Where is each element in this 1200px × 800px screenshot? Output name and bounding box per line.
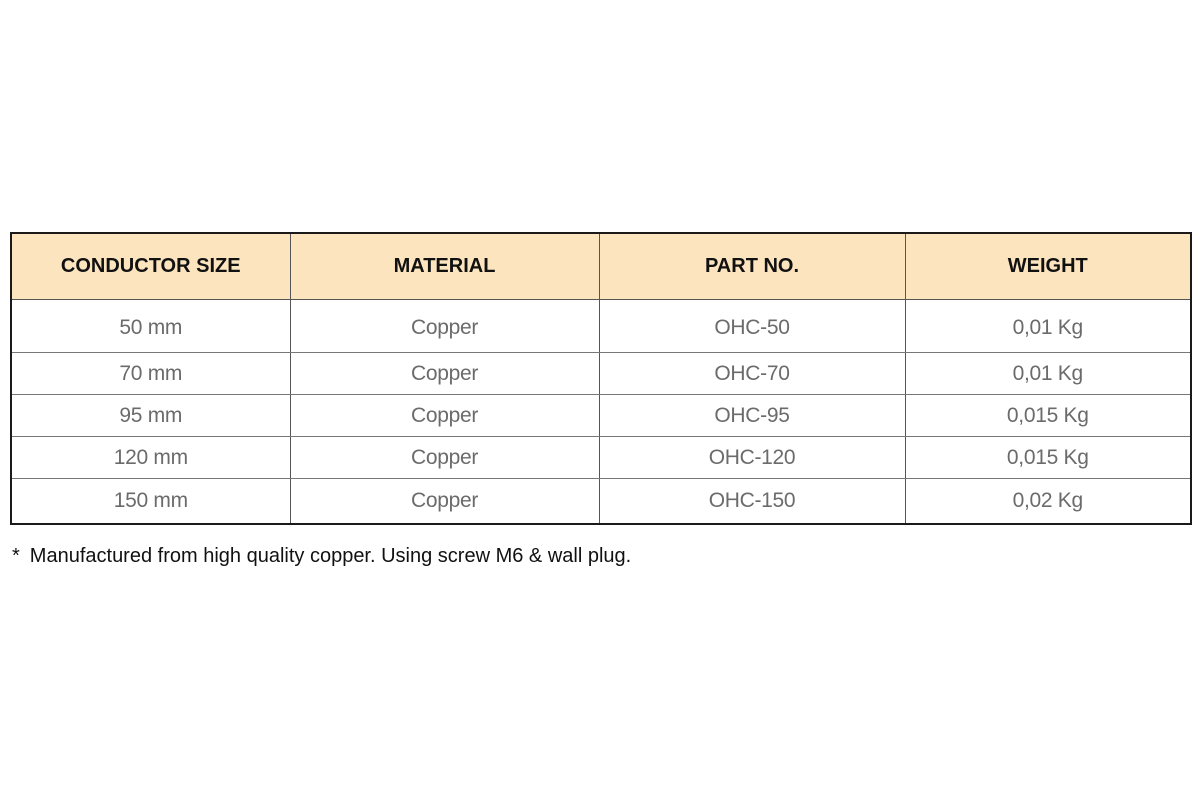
cell-part-no: OHC-50	[599, 300, 905, 353]
cell-weight: 0,015 Kg	[905, 395, 1191, 437]
table-row	[11, 300, 1191, 353]
header-weight: WEIGHT	[905, 233, 1191, 300]
cell-conductor-size: 150 mm	[11, 479, 290, 525]
cell-part-no: OHC-120	[599, 437, 905, 479]
cell-material: Copper	[290, 353, 599, 395]
table-row	[11, 395, 1191, 437]
cell-conductor-size: 95 mm	[11, 395, 290, 437]
table-header-row	[11, 233, 1191, 300]
cell-material: Copper	[290, 437, 599, 479]
cell-weight: 0,015 Kg	[905, 437, 1191, 479]
cell-conductor-size: 70 mm	[11, 353, 290, 395]
cell-part-no: OHC-95	[599, 395, 905, 437]
cell-weight: 0,02 Kg	[1012, 489, 1083, 512]
cell-material: Copper	[290, 300, 599, 353]
spec-table	[10, 232, 1192, 525]
cell-weight: 0,01 Kg	[905, 353, 1191, 395]
header-conductor-size: CONDUCTOR SIZE	[11, 233, 290, 300]
header-part-no: PART NO.	[599, 233, 905, 300]
table-row	[11, 353, 1191, 395]
header-material: MATERIAL	[290, 233, 599, 300]
footnote-text: Manufactured from high quality copper. Using screw M6 & wall plug.	[29, 545, 632, 567]
footnote-marker: *	[12, 545, 20, 567]
cell-material: Copper	[290, 395, 599, 437]
cell-conductor-size: 50 mm	[11, 300, 290, 353]
cell-part-no: OHC-70	[599, 353, 905, 395]
table-row	[11, 437, 1191, 479]
cell-material: Copper	[290, 479, 599, 525]
table-row	[11, 479, 1191, 525]
cell-conductor-size: 120 mm	[11, 437, 290, 479]
cell-part-no: OHC-150	[599, 479, 905, 525]
cell-weight: 0,01 Kg	[905, 300, 1191, 353]
footnote	[12, 545, 631, 568]
